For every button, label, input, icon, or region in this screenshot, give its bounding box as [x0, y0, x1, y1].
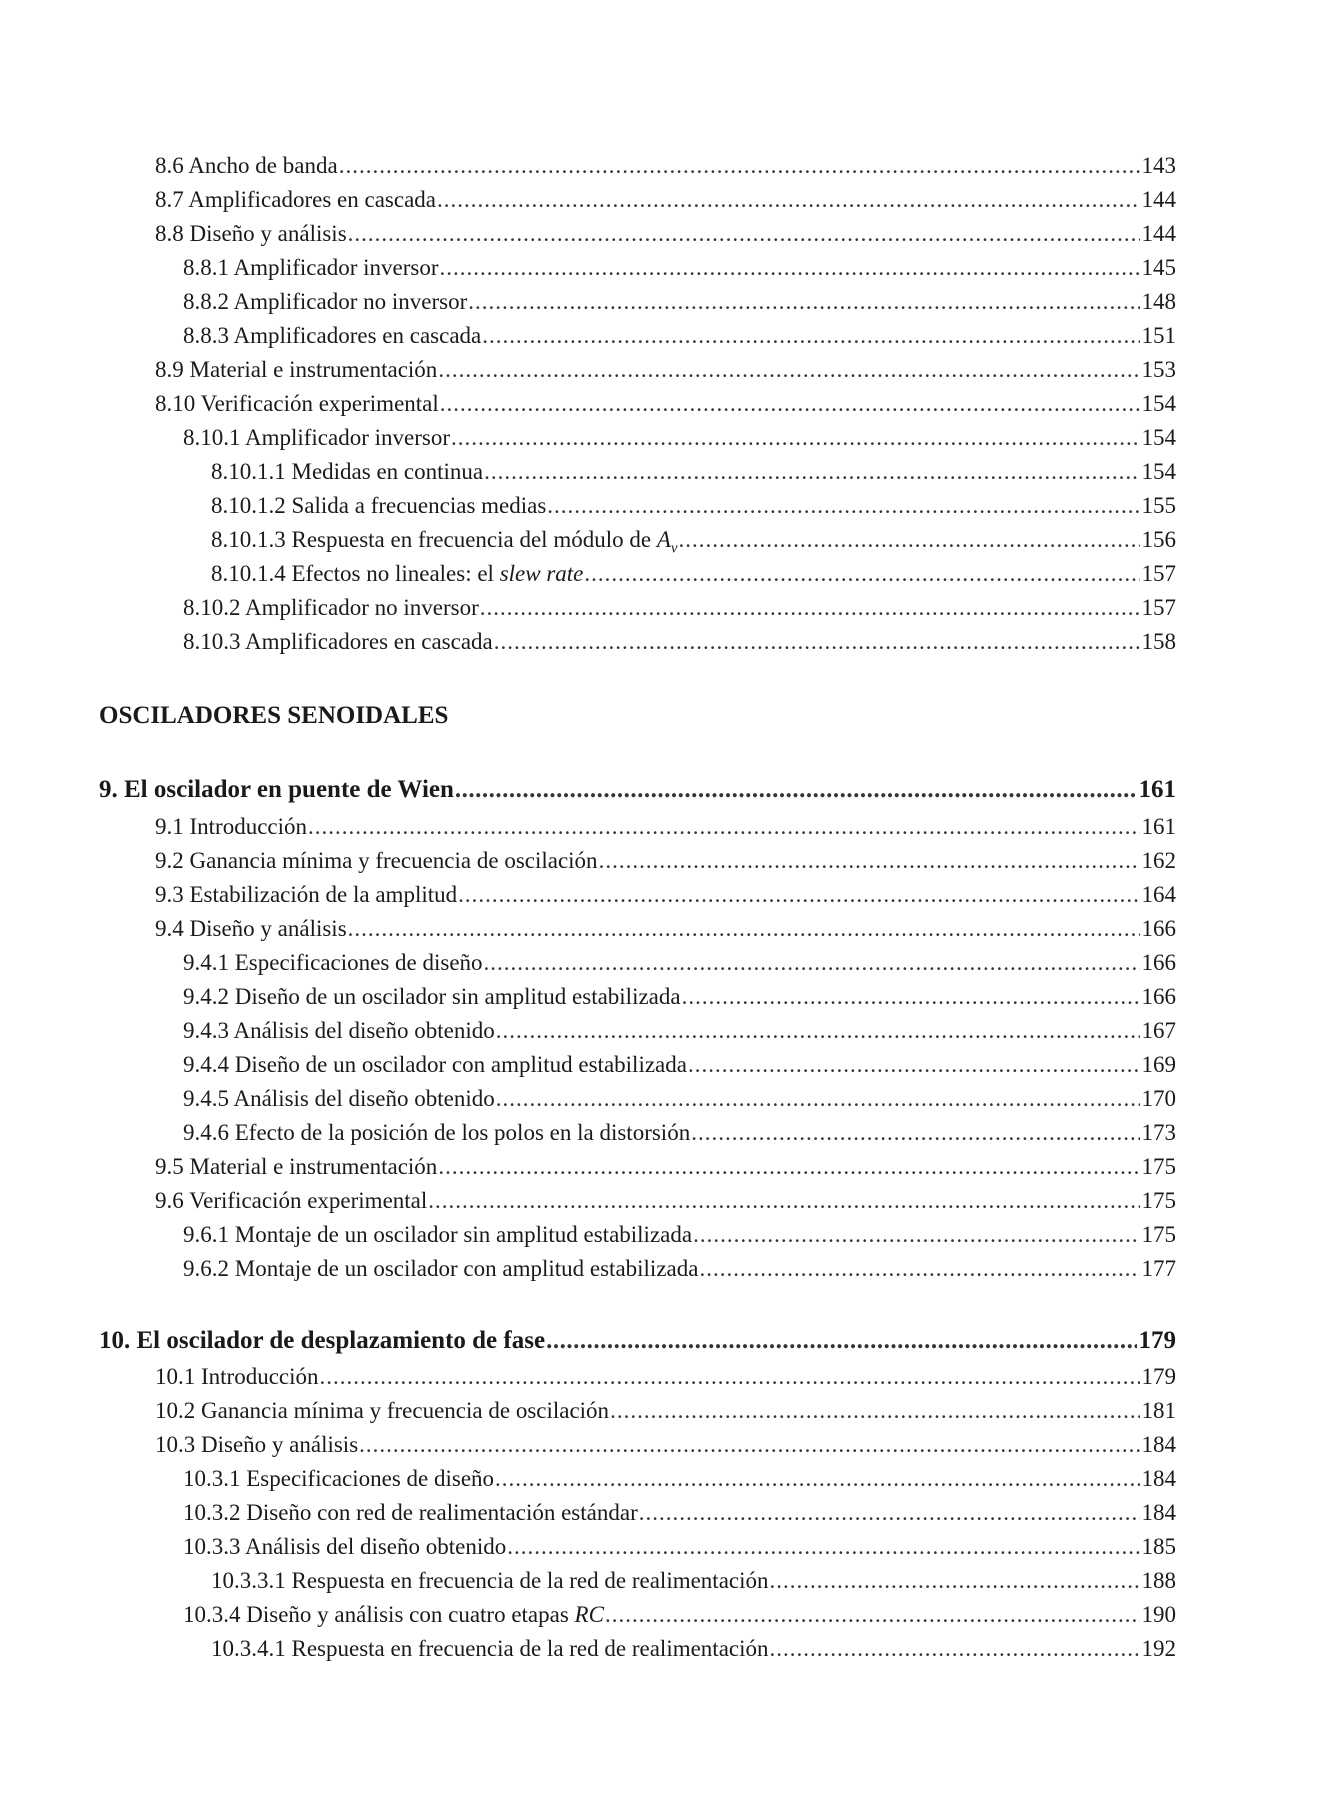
- leader-dots: [484, 457, 1139, 487]
- toc-entry[interactable]: [183, 1498, 1176, 1528]
- toc-entry-page: 184: [1141, 1466, 1176, 1491]
- toc-entry-page: 151: [1141, 323, 1176, 348]
- toc-entry[interactable]: [183, 287, 1176, 317]
- toc-entry-title-text: 8.10.1.3 Respuesta en frecuencia del módulo de: [211, 527, 657, 552]
- toc-entry[interactable]: [155, 1362, 1176, 1392]
- leader-dots: [482, 321, 1139, 351]
- toc-entry-title: 10.3.3 Análisis del diseño obtenido: [183, 1534, 507, 1559]
- toc-entry[interactable]: [155, 1396, 1176, 1426]
- toc-entry[interactable]: [183, 1016, 1176, 1046]
- toc-entry-page: 157: [1141, 595, 1176, 620]
- toc-entry-page: 173: [1141, 1120, 1176, 1145]
- leader-dots: [610, 1396, 1139, 1426]
- toc-entry-title: 10.3.4.1 Respuesta en frecuencia de la red de realimentación: [211, 1636, 769, 1661]
- toc-entry-italic-term: slew rate: [499, 561, 584, 586]
- leader-dots: [682, 982, 1140, 1012]
- leader-dots: [437, 185, 1140, 215]
- leader-dots: [484, 948, 1140, 978]
- toc-entry-title: 9.6 Verificación experimental: [155, 1188, 428, 1213]
- toc-entry-title: 8.8.3 Amplificadores en cascada: [183, 323, 482, 348]
- toc-entry-title: 10.1 Introducción: [155, 1364, 319, 1389]
- toc-entry-page: 190: [1141, 1602, 1176, 1627]
- toc-entry-title: 8.10.3 Amplificadores en cascada: [183, 629, 493, 654]
- leader-dots: [507, 1532, 1139, 1562]
- leader-dots: [693, 1220, 1139, 1250]
- toc-entry-title: 9.6.2 Montaje de un oscilador con amplitud estabilizada: [183, 1256, 699, 1281]
- toc-entry[interactable]: [211, 1634, 1176, 1664]
- section-heading: OSCILADORES SENOIDALES: [99, 702, 449, 729]
- toc-entry-page: 184: [1141, 1432, 1176, 1457]
- toc-entry[interactable]: [183, 948, 1176, 978]
- toc-entry-title: 10.3.1 Especificaciones de diseño: [183, 1466, 495, 1491]
- toc-entry-title: 9.4.5 Análisis del diseño obtenido: [183, 1086, 495, 1111]
- toc-entry[interactable]: [183, 627, 1176, 657]
- toc-entry-page: 158: [1141, 629, 1176, 654]
- toc-entry[interactable]: [155, 151, 1176, 181]
- leader-dots: [339, 151, 1140, 181]
- toc-entry-page: 144: [1141, 221, 1176, 246]
- toc-entry-page: 156: [1141, 527, 1176, 552]
- toc-entry-page: 153: [1141, 357, 1176, 382]
- toc-entry-title: 9.4.1 Especificaciones de diseño: [183, 950, 483, 975]
- toc-entry[interactable]: [183, 423, 1176, 453]
- leader-dots: [494, 627, 1140, 657]
- toc-entry[interactable]: [183, 1050, 1176, 1080]
- toc-entry-page: 161: [1141, 814, 1176, 839]
- leader-dots: [440, 253, 1140, 283]
- toc-entry-page: 155: [1141, 493, 1176, 518]
- toc-entry-page: 188: [1141, 1568, 1176, 1593]
- leader-dots: [468, 287, 1139, 317]
- leader-dots: [547, 491, 1139, 521]
- toc-entry[interactable]: [183, 593, 1176, 623]
- toc-entry-title: 9.4.4 Diseño de un oscilador con amplitud estabilizada: [183, 1052, 687, 1077]
- toc-entry[interactable]: [211, 559, 1176, 589]
- toc-entry-title: 9.1 Introducción: [155, 814, 308, 839]
- toc-entry-page: 184: [1141, 1500, 1176, 1525]
- toc-entry[interactable]: [183, 1220, 1176, 1250]
- leader-dots: [320, 1362, 1140, 1392]
- toc-entry[interactable]: [211, 491, 1176, 521]
- toc-entry[interactable]: [155, 1186, 1176, 1216]
- toc-entry-title: 9.4 Diseño y análisis: [155, 916, 347, 941]
- leader-dots: [438, 1152, 1139, 1182]
- toc-entry-title: 8.9 Material e instrumentación: [155, 357, 438, 382]
- leader-dots: [348, 914, 1140, 944]
- toc-entry-page: 166: [1141, 950, 1176, 975]
- toc-entry-title: 9.5 Material e instrumentación: [155, 1154, 438, 1179]
- variable-subscript: v: [670, 540, 678, 557]
- toc-entry[interactable]: [183, 1600, 1176, 1630]
- toc-entry-page: 169: [1141, 1052, 1176, 1077]
- toc-entry-title: 10.3 Diseño y análisis: [155, 1432, 359, 1457]
- leader-dots: [770, 1634, 1140, 1664]
- toc-entry[interactable]: [155, 914, 1176, 944]
- toc-entry-page: 167: [1141, 1018, 1176, 1043]
- toc-entry[interactable]: [183, 1084, 1176, 1114]
- toc-entry[interactable]: [155, 389, 1176, 419]
- variable-symbol: A: [656, 527, 671, 552]
- toc-entry-page: 143: [1141, 153, 1176, 178]
- toc-entry-title: 8.10.1.1 Medidas en continua: [211, 459, 484, 484]
- toc-entry[interactable]: [155, 219, 1176, 249]
- toc-entry[interactable]: [155, 812, 1176, 842]
- toc-entry[interactable]: [183, 982, 1176, 1012]
- leader-dots: [480, 593, 1140, 623]
- leader-dots: [495, 1464, 1139, 1494]
- toc-entry[interactable]: [155, 1152, 1176, 1182]
- toc-entry-page: 148: [1141, 289, 1176, 314]
- toc-entry-page: 154: [1141, 459, 1176, 484]
- toc-entry-page: 154: [1141, 391, 1176, 416]
- leader-dots: [496, 1084, 1140, 1114]
- toc-chapter-entry[interactable]: [99, 1326, 1176, 1356]
- leader-dots: [496, 1016, 1140, 1046]
- toc-entry-title: 8.10 Verificación experimental: [155, 391, 439, 416]
- toc-entry-title: 9.2 Ganancia mínima y frecuencia de oscilación: [155, 848, 598, 873]
- toc-entry-title: 9.6.1 Montaje de un oscilador sin amplitud estabilizada: [183, 1222, 693, 1247]
- toc-entry-page: 170: [1141, 1086, 1176, 1111]
- leader-dots: [451, 423, 1139, 453]
- leader-dots: [428, 1186, 1139, 1216]
- toc-entry-page: 177: [1141, 1256, 1176, 1281]
- toc-entry[interactable]: [155, 880, 1176, 910]
- leader-dots: [348, 219, 1140, 249]
- toc-entry[interactable]: [183, 253, 1176, 283]
- toc-entry[interactable]: [155, 355, 1176, 385]
- toc-entry-page: 154: [1141, 425, 1176, 450]
- toc-entry-title: 8.7 Amplificadores en cascada: [155, 187, 436, 212]
- toc-entry-title: 10.2 Ganancia mínima y frecuencia de oscilación: [155, 1398, 610, 1423]
- leader-dots: [770, 1566, 1140, 1596]
- toc-entry-title: 9.3 Estabilización de la amplitud: [155, 882, 458, 907]
- leader-dots: [546, 1326, 1136, 1356]
- toc-entry-page: 157: [1141, 561, 1176, 586]
- toc-entry-page: 175: [1141, 1188, 1176, 1213]
- leader-dots: [455, 775, 1137, 805]
- toc-entry-page: 144: [1141, 187, 1176, 212]
- leader-dots: [679, 525, 1140, 555]
- leader-dots: [688, 1050, 1140, 1080]
- toc-entry-title: 8.10.1 Amplificador inversor: [183, 425, 451, 450]
- toc-entry[interactable]: [155, 185, 1176, 215]
- toc-chapter-title: 10. El oscilador de desplazamiento de fase: [99, 1327, 546, 1354]
- toc-entry[interactable]: [211, 1566, 1176, 1596]
- leader-dots: [438, 355, 1139, 385]
- toc-chapter-page: 179: [1138, 1327, 1176, 1354]
- toc-entry-page: 179: [1141, 1364, 1176, 1389]
- leader-dots: [691, 1118, 1139, 1148]
- leader-dots: [599, 846, 1140, 876]
- toc-entry-title: 8.8.1 Amplificador inversor: [183, 255, 439, 280]
- toc-entry-title: 8.10.1.2 Salida a frecuencias medias: [211, 493, 547, 518]
- toc-entry[interactable]: [183, 1532, 1176, 1562]
- toc-entry-page: 166: [1141, 916, 1176, 941]
- toc-entry-page: 162: [1141, 848, 1176, 873]
- leader-dots: [359, 1430, 1139, 1460]
- toc-entry-title: [211, 525, 678, 555]
- toc-entry-page: 181: [1141, 1398, 1176, 1423]
- toc-entry[interactable]: [211, 457, 1176, 487]
- toc-chapter-page: 161: [1138, 776, 1176, 803]
- toc-entry[interactable]: [183, 1254, 1176, 1284]
- toc-entry[interactable]: [155, 1430, 1176, 1460]
- toc-entry-title: 9.4.3 Análisis del diseño obtenido: [183, 1018, 495, 1043]
- toc-entry-page: 166: [1141, 984, 1176, 1009]
- toc-entry-title: 8.6 Ancho de banda: [155, 153, 338, 178]
- toc-entry[interactable]: [183, 1464, 1176, 1494]
- toc-entry[interactable]: [155, 846, 1176, 876]
- toc-entry-title: 9.4.6 Efecto de la posición de los polos en la distorsión: [183, 1120, 691, 1145]
- toc-entry-page: 145: [1141, 255, 1176, 280]
- leader-dots: [605, 1600, 1140, 1630]
- leader-dots: [639, 1498, 1140, 1528]
- leader-dots: [584, 559, 1139, 589]
- toc-entry-title: 10.3.2 Diseño con red de realimentación estándar: [183, 1500, 638, 1525]
- toc-chapter-entry[interactable]: [99, 775, 1176, 805]
- toc-entry-title: [211, 559, 583, 589]
- leader-dots: [440, 389, 1140, 419]
- toc-entry-title-text: 10.3.4 Diseño y análisis con cuatro etapas: [183, 1602, 575, 1627]
- toc-entry[interactable]: [211, 525, 1176, 555]
- toc-chapter-title: 9. El oscilador en puente de Wien: [99, 776, 454, 803]
- toc-entry-title: 8.10.2 Amplificador no inversor: [183, 595, 479, 620]
- toc-entry-page: 185: [1141, 1534, 1176, 1559]
- toc-entry-page: 192: [1141, 1636, 1176, 1661]
- toc-entry-title: 8.8.2 Amplificador no inversor: [183, 289, 468, 314]
- leader-dots: [458, 880, 1139, 910]
- toc-entry-title: [183, 1600, 604, 1630]
- toc-entry-page: 175: [1141, 1222, 1176, 1247]
- toc-entry-title-text: 8.10.1.4 Efectos no lineales: el: [211, 561, 500, 586]
- toc-entry-title: 8.8 Diseño y análisis: [155, 221, 347, 246]
- toc-entry-page: 175: [1141, 1154, 1176, 1179]
- toc-entry[interactable]: [183, 321, 1176, 351]
- toc-entry-page: 164: [1141, 882, 1176, 907]
- toc-entry-italic-term: RC: [574, 1602, 604, 1627]
- toc-entry-title: 9.4.2 Diseño de un oscilador sin amplitud estabilizada: [183, 984, 681, 1009]
- leader-dots: [699, 1254, 1139, 1284]
- leader-dots: [308, 812, 1139, 842]
- toc-entry[interactable]: [183, 1118, 1176, 1148]
- toc-entry-title: 10.3.3.1 Respuesta en frecuencia de la red de realimentación: [211, 1568, 769, 1593]
